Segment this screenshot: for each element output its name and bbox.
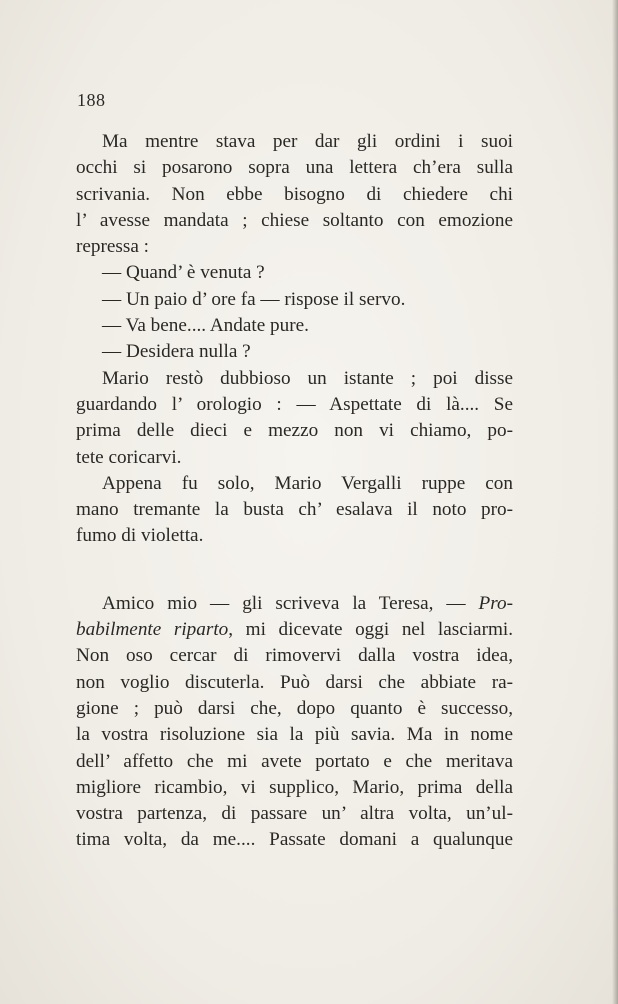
text-line: Ma mentre stava per dar gli ordini i suoi: [102, 131, 513, 152]
text-line: dell’ affetto che mi avete portato e che meritava: [76, 750, 513, 772]
text-line: Non oso cercar di rimovervi dalla vostra idea,: [76, 645, 513, 667]
text-line: — Quand’ è venuta ?: [102, 262, 265, 284]
text-line: mano tremante la busta ch’ esalava il noto pro-: [76, 499, 513, 521]
text-line: Appena fu solo, Mario Vergalli ruppe con: [102, 472, 513, 494]
italic-text: babilmente riparto: [76, 619, 229, 641]
paragraph-gap: [76, 550, 513, 591]
text-line: — Desidera nulla ?: [102, 341, 251, 363]
text-line: gione ; può darsi che, dopo quanto è successo,: [76, 697, 513, 719]
page-number: 188: [77, 90, 106, 110]
text-line: — Un paio d’ ore fa — rispose il servo.: [102, 288, 406, 310]
text-segment: , mi dicevate oggi nel lasciarmi.: [228, 619, 514, 641]
text-line: prima delle dieci e mezzo non vi chiamo, po-: [76, 420, 513, 442]
text-line: la vostra risoluzione sia la più savia. Ma in nome: [76, 724, 513, 746]
text-segment: Amico mio — gli scriveva la Teresa, —: [102, 592, 479, 614]
text-line: [76, 591, 513, 617]
page-edge-shadow: [612, 0, 618, 1004]
text-line: migliore ricambio, vi supplico, Mario, prima della: [76, 776, 513, 798]
text-line: fumo di violetta.: [76, 525, 204, 547]
text-line: guardando l’ orologio : — Aspettate di là.... Se: [76, 393, 513, 415]
text-line: Mario restò dubbioso un istante ; poi disse: [102, 367, 513, 389]
text-line: scrivania. Non ebbe bisogno di chiedere chi: [76, 183, 513, 205]
text-line: tete coricarvi.: [76, 446, 182, 468]
italic-text: Pro-: [478, 592, 513, 614]
text-line: tima volta, da me.... Passate domani a qualunque: [76, 829, 513, 851]
body-text: [76, 129, 513, 854]
text-line: [76, 617, 513, 643]
text-line: vostra partenza, di passare un’ altra volta, un’ul-: [76, 803, 513, 825]
text-line: repressa :: [76, 236, 149, 258]
text-line: — Va bene.... Andate pure.: [102, 315, 309, 337]
text-line: occhi si posarono sopra una lettera ch’era sulla: [76, 157, 513, 179]
text-line: l’ avesse mandata ; chiese soltanto con emozione: [76, 209, 513, 231]
text-line: non voglio discuterla. Può darsi che abbiate ra-: [76, 671, 513, 693]
